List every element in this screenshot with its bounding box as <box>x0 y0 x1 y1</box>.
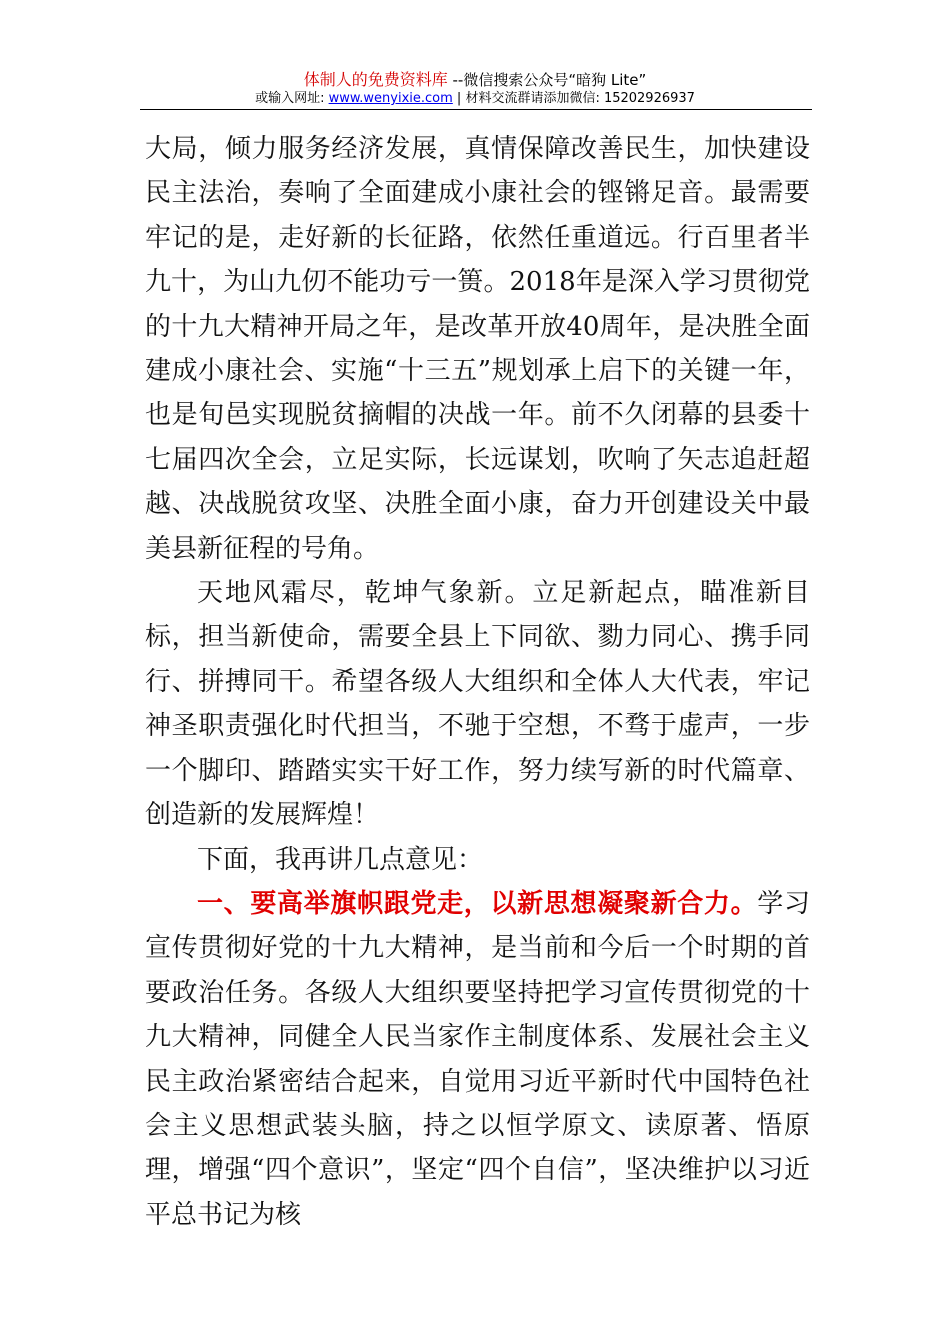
paragraph-2: 天地风霜尽，乾坤气象新。立足新起点，瞄准新目标，担当新使命，需要全县上下同欲、勠力同心、携手同行、拼搏同干。希望各级人大组织和全体人大代表，牢记神圣职责强化时代担当，不驰于空想，不骛于虚声，一步一个脚印、踏踏实实干好工作，努力续写新的时代篇章、创造新的发展辉煌！ <box>145 578 810 831</box>
paragraph-1: 大局，倾力服务经济发展，真情保障改善民生，加快建设民主法治，奏响了全面建成小康社会的铿锵足音。最需要牢记的是，走好新的长征路，依然任重道远。行百里者半九十，为山九仞不能功亏一篑。2018年是深入学习贯彻党的十九大精神开局之年，是改革开放40周年，是决胜全面建成小康社会、实施“十三五”规划承上启下的关键一年，也是旬邑实现脱贫摘帽的决战一年。前不久闭幕的县委十七届四次全会，立足实际，长远谋划，吹响了矢志追赶超越、决战脱贫攻坚、决胜全面小康，奋力开创建设关中最美县新征程的号角。 <box>145 134 810 564</box>
header-brand-suffix: --微信搜索公众号“暗狗 Lite” <box>447 71 647 89</box>
header-brand: 体制人的免费资料库 <box>303 70 448 89</box>
header-url-link[interactable]: www.wenyixie.com <box>328 91 453 106</box>
paragraph-4 <box>145 882 810 1237</box>
section-heading-1: 一、要高举旗帜跟党走，以新思想凝聚新合力。 <box>197 888 758 919</box>
header-url-prefix: 或输入网址: <box>255 91 329 106</box>
page-header <box>140 70 810 108</box>
header-divider <box>140 109 812 110</box>
header-line-2 <box>140 90 810 108</box>
paragraph-3: 下面，我再讲几点意见： <box>197 844 484 875</box>
header-line-1 <box>140 70 810 90</box>
paragraph-4-body: 学习宣传贯彻好党的十九大精神，是当前和今后一个时期的首要政治任务。各级人大组织要坚持把学习宣传贯彻党的十九大精神，同健全人民当家作主制度体系、发展社会主义民主政治紧密结合起来，自觉用习近平新时代中国特色社会主义思想武装头脑，持之以恒学原文、读原著、悟原理，增强“四个意识”，坚定“四个自信”，坚决维护以习近平总书记为核 <box>145 888 810 1230</box>
document-body <box>145 127 810 1237</box>
header-contact: | 材料交流群请添加微信: 15202926937 <box>452 91 695 106</box>
